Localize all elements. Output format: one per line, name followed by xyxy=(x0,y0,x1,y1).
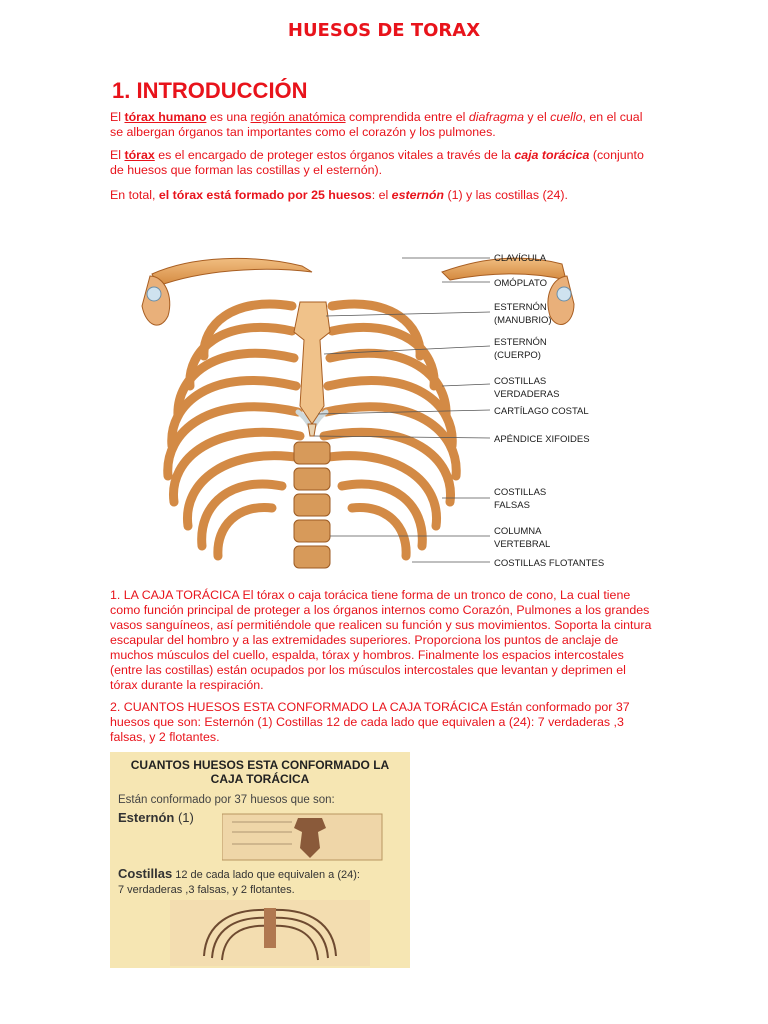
sternum-illustration xyxy=(222,812,392,864)
label-esternon-cuerpo-sub: (CUERPO) xyxy=(494,350,541,361)
rib-cage-illustration xyxy=(112,236,658,574)
rib-cage-figure xyxy=(112,236,658,574)
caja-toracica-paragraph: 1. LA CAJA TORÁCICA El tórax o caja torácica tiene forma de un tronco de cono, La cual tiene como función principal de proteger a los órganos internos como Corazón, Pulmones a los grandes vasos sanguíneos, así permitiéndole que realicen su función y sus movimientos. Soporta la cintura escapular del hombro y a las extremidades superiores. Proporciona los puntos de anclaje de muchos músculos del cuello, espalda, tórax y hombros. Finalmente los espacios intercostales (entre las costillas) están ocupados por los músculos intercostales que levantan y deprimen el tórax durante la respiración. xyxy=(110,588,652,692)
figure2-costillas: Costillas 12 de cada lado que equivalen a (24): 7 verdaderas ,3 falsas, y 2 flotantes. xyxy=(118,866,360,896)
figure2-esternon: Esternón (1) xyxy=(118,810,194,825)
intro-paragraph-1: El tórax humano es una región anatómica comprendida entre el diafragma y el cuello, en el cual se albergan órganos tan importantes como el corazón y los pulmones. xyxy=(110,110,643,139)
label-omoplato: OMÓPLATO xyxy=(494,278,547,289)
intro-paragraph-3: En total, el tórax está formado por 25 huesos: el esternón (1) y las costillas (24). xyxy=(110,188,568,202)
torax-link[interactable]: tórax xyxy=(124,148,155,162)
label-cartilago-costal: CARTÍLAGO COSTAL xyxy=(494,406,589,417)
label-columna-vertebral: COLUMNA xyxy=(494,526,542,537)
region-anatomica-link[interactable]: región anatómica xyxy=(250,110,346,124)
figure2-title: CUANTOS HUESOS ESTA CONFORMADO LA CAJA TORÁCICA xyxy=(130,758,390,786)
label-costillas-falsas-sub: FALSAS xyxy=(494,500,530,511)
intro-paragraph-2: El tórax es el encargado de proteger estos órganos vitales a través de la caja torácica (conjunto de huesos que forman las costillas y el esternón). xyxy=(110,148,644,177)
label-apendice-xifoides: APÉNDICE XIFOIDES xyxy=(494,434,590,445)
label-columna-vertebral-sub: VERTEBRAL xyxy=(494,539,551,550)
label-clavicula: CLAVÍCULA xyxy=(494,253,547,264)
label-esternon-manubrio-sub: (MANUBRIO) xyxy=(494,315,552,326)
figure2-line1: Están conformado por 37 huesos que son: xyxy=(118,794,335,806)
label-costillas-falsas: COSTILLAS xyxy=(494,487,547,498)
label-costillas-verdaderas: COSTILLAS xyxy=(494,376,547,387)
page-title: HUESOS DE TORAX xyxy=(287,20,481,41)
cuantos-huesos-figure xyxy=(110,752,410,968)
label-costillas-flotantes: COSTILLAS FLOTANTES xyxy=(494,558,605,569)
label-esternon-manubrio: ESTERNÓN xyxy=(494,302,547,313)
section-heading-introduccion: 1. INTRODUCCIÓN xyxy=(112,78,308,103)
cuantos-huesos-paragraph: 2. CUANTOS HUESOS ESTA CONFORMADO LA CAJA TORÁCICA Están conformado por 37 huesos que son: Esternón (1) Costillas 12 de cada lado que equivalen a (24): 7 verdaderas ,3 falsas, y 2 flotantes. xyxy=(110,700,630,744)
torax-humano-link[interactable]: tórax humano xyxy=(124,110,207,124)
rib-cage-small-illustration xyxy=(170,900,370,966)
label-costillas-verdaderas-sub: VERDADERAS xyxy=(494,389,560,400)
label-esternon-cuerpo: ESTERNÓN xyxy=(494,337,547,348)
